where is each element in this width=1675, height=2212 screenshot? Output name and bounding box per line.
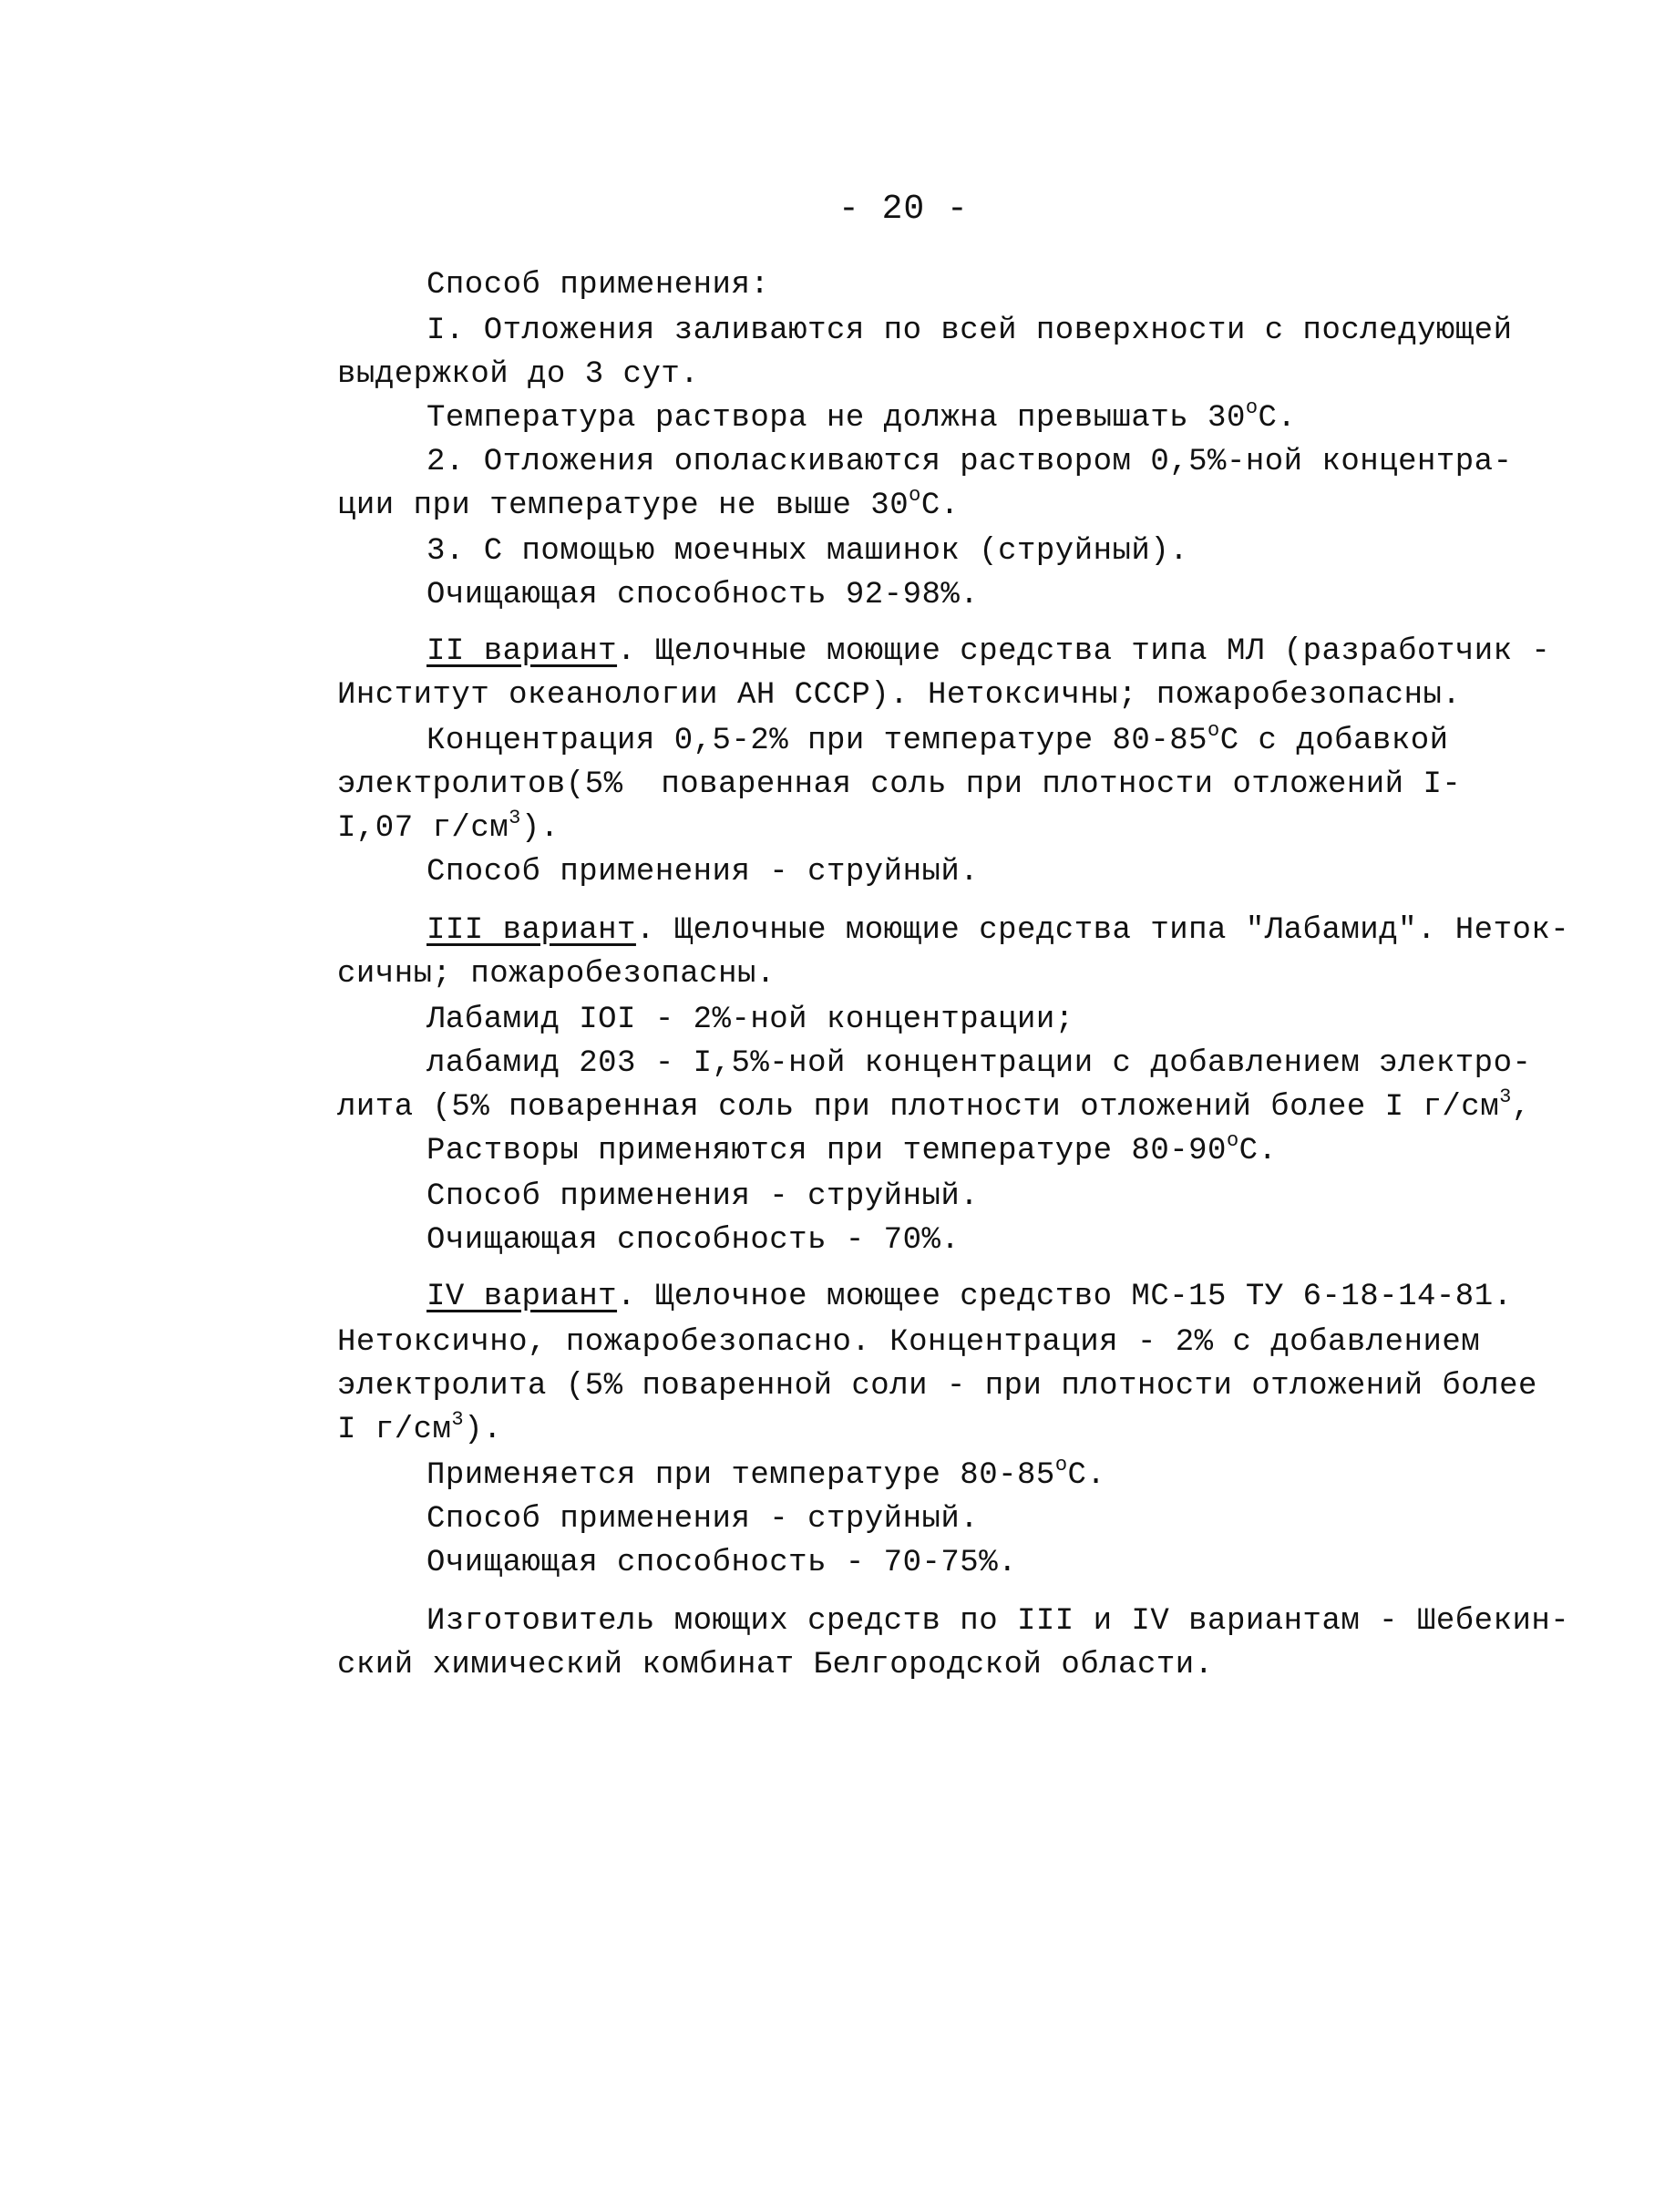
variant4-line2: Нетоксично, пожаробезопасно. Концентрация - 2% с добавлением	[337, 1325, 1481, 1360]
variant4-line4: I $г/см^3$).	[337, 1408, 502, 1447]
variant2-label: II вариант	[426, 634, 618, 669]
variant3-method: Способ применения - струйный.	[426, 1179, 980, 1214]
item3-line: 3. С помощью моечных машинок (струйный).	[426, 534, 1189, 569]
variant2-method: Способ применения - струйный.	[426, 855, 980, 890]
variant4-line5: Применяется при температуре $80-85^оС$.	[426, 1454, 1106, 1493]
variant3-label: III вариант	[426, 913, 636, 948]
manufacturer-line1: Изготовитель моющих средств по III и IV вариантам - Шебекин-	[426, 1604, 1570, 1639]
method-heading: Способ применения:	[426, 268, 770, 303]
variant2-line1: II вариант. Щелочные моющие средства типа МЛ (разработчик -	[426, 634, 1551, 669]
variant2-line5: I,07 $г/см^3$).	[337, 807, 560, 846]
variant3-line5: лита (5% поваренная соль при плотности отложений более I $г/см^3$,	[337, 1085, 1531, 1125]
variant2-line2: Институт океанологии АН СССР). Нетоксичны; пожаробезопасны.	[337, 678, 1462, 713]
page-number: - 20 -	[838, 190, 969, 229]
variant4-efficiency: Очищающая способность - 70-75%.	[426, 1546, 1018, 1580]
variant3-line3: Лабамид IOI - 2%-ной концентрации;	[426, 1003, 1074, 1037]
item2-line2: ции при температуре не выше $30^оС$.	[337, 484, 960, 523]
item1-line1: I. Отложения заливаются по всей поверхности с последующей	[426, 314, 1513, 348]
variant4-line3: электролита (5% поваренной соли - при плотности отложений более	[337, 1369, 1537, 1404]
manufacturer-line2: ский химический комбинат Белгородской области.	[337, 1648, 1214, 1682]
variant3-line6: Растворы применяются при температуре $80-90^оС$.	[426, 1129, 1278, 1168]
item1-line2: выдержкой до 3 сут.	[337, 357, 700, 392]
variant2-line3: Концентрация 0,5-2% при температуре $80-85^оС$ с добавкой	[426, 719, 1449, 758]
variant2-line4: электролитов(5% поваренная соль при плотности отложений I-	[337, 767, 1462, 802]
variant3-efficiency: Очищающая способность - 70%.	[426, 1223, 961, 1258]
variant3-line2: сичны; пожаробезопасны.	[337, 957, 776, 992]
efficiency-line-1: Очищающая способность 92-98%.	[426, 578, 980, 612]
variant3-line1: III вариант. Щелочные моющие средства типа "Лабамид". Неток-	[426, 913, 1570, 948]
variant4-line1: IV вариант. Щелочное моющее средство МС-15 ТУ 6-18-14-81.	[426, 1280, 1513, 1314]
temp-line: Температура раствора не должна превышать $30^оС$.	[426, 396, 1297, 436]
variant3-line4: лабамид 203 - I,5%-ной концентрации с добавлением электро-	[426, 1046, 1532, 1081]
item2-line1: 2. Отложения ополаскиваются раствором 0,5%-ной концентра-	[426, 445, 1513, 479]
variant4-method: Способ применения - струйный.	[426, 1502, 980, 1537]
variant4-label: IV вариант	[426, 1280, 618, 1314]
